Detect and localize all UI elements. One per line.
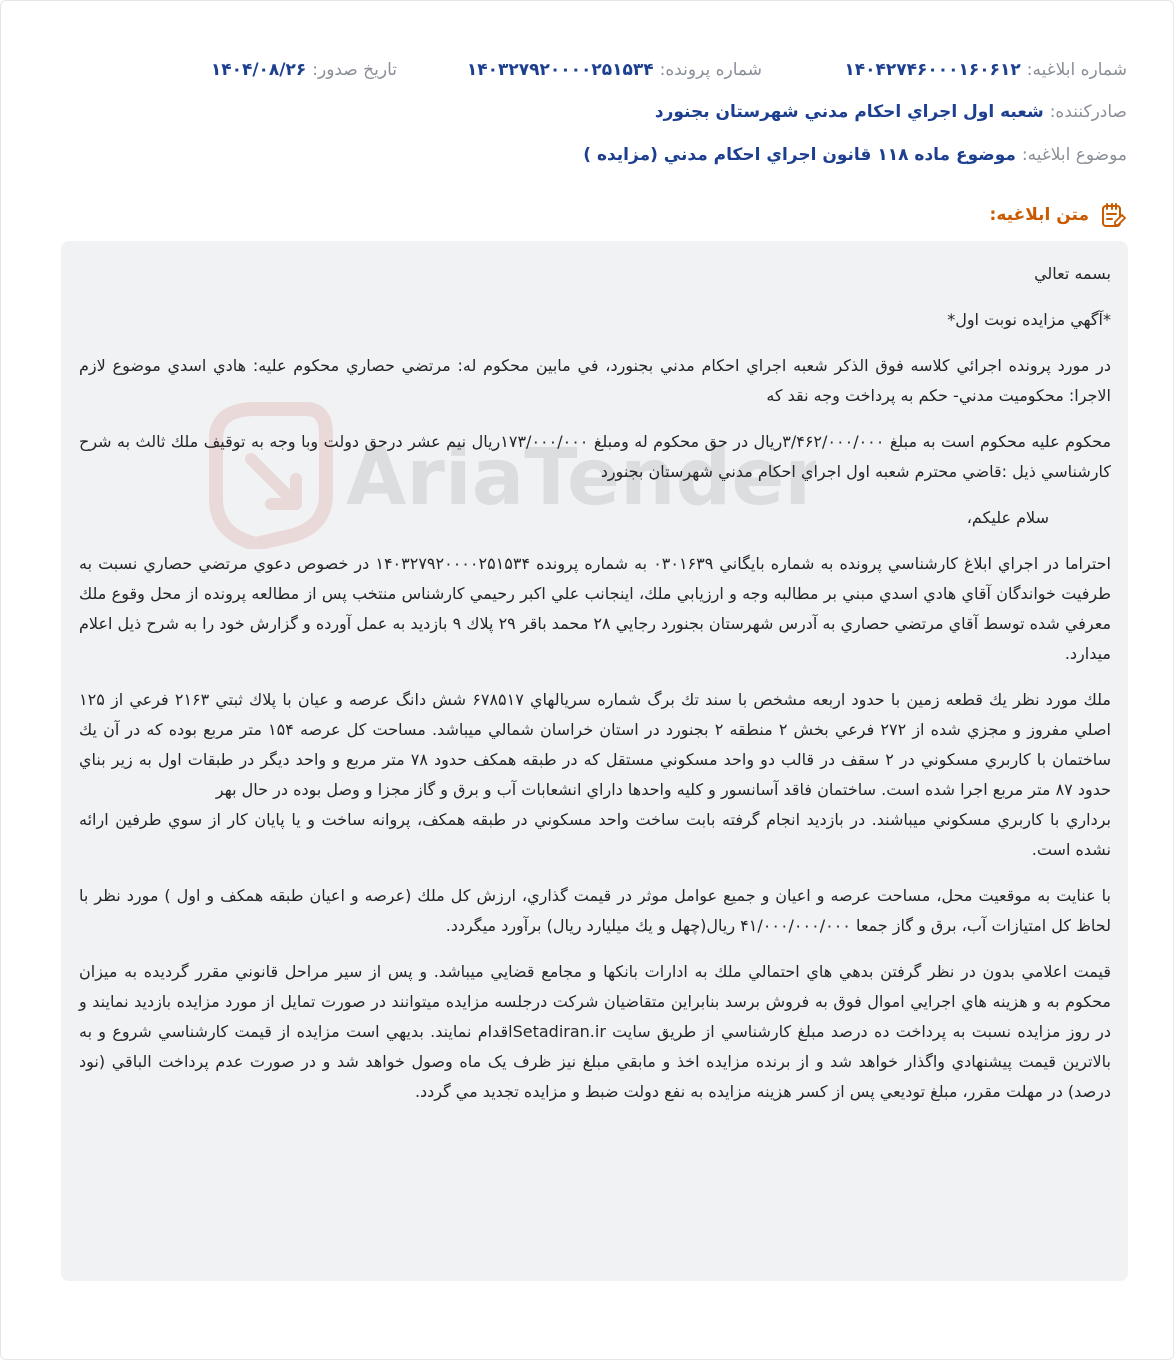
notice-number-value: ۱۴۰۴۲۷۴۶۰۰۰۱۶۰۶۱۲: [844, 60, 1021, 80]
body-paragraph: *آگهي مزايده نوبت اول*: [947, 310, 1111, 329]
notice-body: [79, 259, 1111, 1123]
case-number-value: ۱۴۰۳۲۷۹۲۰۰۰۰۲۵۱۵۳۴: [466, 60, 654, 80]
body-paragraph: ملك مورد نظر يك قطعه زمين با حدود اربعه مشخص با سند تك برگ شماره سريالهاي ۶۷۸۵۱۷ شش دانگ عرصه و عيان با پلاك ثبتي ۲۱۶۳ فرعي از ۱۲۵ اصلي مفروز و مجزي شده از ۲۷۲ فرعي بخش ۲ منطقه ۲ بجنورد در استان خراسان شمالي ميباشد. مساحت كل عرصه ۱۵۴ متر مربع بوده كه در آن يك ساختمان با كاربري مسكوني در ۲ سقف در قالب دو واحد مسكوني مستقل كه در طبقه همكف حدود ۷۸ متر مربع و واحد ديگر در طبقات اول به زير بناي حدود ۸۷ متر مربع اجرا شده است. ساختمان فاقد آسانسور و كليه واحدها داراي انشعابات آب و برق و گاز مجزا و وصل بوده در حال بهر: [79, 690, 1112, 799]
notice-text-heading: [990, 200, 1127, 230]
case-number: [467, 60, 762, 80]
issuer-label: صادرکننده:: [1049, 102, 1127, 122]
meta-row-numbers: [41, 55, 1127, 85]
document-edit-icon: [1099, 201, 1127, 229]
body-paragraph: احتراما در اجراي ابلاغ كارشناسي پرونده به شماره بايگاني ۰۳۰۱۶۳۹ به شماره پرونده ۱۴۰۳۲۷۹۲۰۰۰۰۲۵۱۵۳۴ در خصوص دعوي مرتضي حصاري نسبت به طرفيت خواندگان آقاي هادي اسدي مبني بر مطالبه وجه و ارزيابي ملك، اينجانب علي اكبر رحيمي كارشناس منتخب پس از مطالعه پرونده از محل وقوع ملك معرفي شده توسط آقاي مرتضي حصاري به آدرس شهرستان بجنورد رجايي ۲۸ محمد باقر ۲۹ پلاك ۹ بازديد به عمل آورده و گزارش خود را به شرح ذيل اعلام ميدارد.: [79, 554, 1112, 663]
subject-value: موضوع ماده ۱۱۸ قانون اجراي احكام مدني (مزايده ): [583, 145, 1016, 165]
body-paragraph: برداري با كاربري مسكوني ميباشند. در بازديد انجام گرفته بابت ساخت واحد مسكوني در طبقه همكف، پروانه ساخت و يا پايان كار از سوي طرفين ارائه نشده است.: [79, 810, 1111, 859]
issue-date: [211, 60, 397, 80]
body-paragraph: بسمه تعالي: [1034, 264, 1111, 283]
notice-number: [844, 60, 1127, 80]
notice-text-title: متن ابلاغیه:: [989, 205, 1089, 225]
case-number-label: شماره پرونده:: [659, 60, 762, 80]
body-paragraph: با عنايت به موقعيت محل، مساحت عرصه و اعيان و جميع عوامل موثر در قيمت گذاري، ارزش كل ملك (عرصه و اعيان طبقه همكف و اول ) مورد نظر با لحاظ كل امتيازات آب، برق و گاز جمعا ۴۱/۰۰۰/۰۰۰/۰۰۰ ريال(چهل و يك ميليارد ريال) برآورد ميگردد.: [79, 886, 1111, 935]
subject-label: موضوع ابلاغیه:: [1021, 145, 1127, 165]
issuer-value: شعبه اول اجراي احكام مدني شهرستان بجنورد: [654, 102, 1044, 122]
body-paragraph: در مورد پرونده اجرائي كلاسه فوق الذكر شعبه اجراي احكام مدني بجنورد، في مابين محكوم له: مرتضي حصاري محكوم عليه: هادي اسدي موضوع لازم الاجرا: محكوميت مدني- حكم به پرداخت وجه نقد كه: [79, 356, 1111, 405]
subject-row: [41, 140, 1127, 170]
body-paragraph: سلام عليكم،: [966, 508, 1049, 527]
issuer-row: [41, 97, 1127, 127]
notice-number-label: شماره ابلاغیه:: [1026, 60, 1127, 80]
issue-date-label: تاریخ صدور:: [312, 60, 397, 80]
body-paragraph: محكوم عليه محكوم است به مبلغ ۳/۴۶۲/۰۰۰/۰۰۰ريال در حق محكوم له ومبلغ ۱۷۳/۰۰۰/۰۰۰ريال نيم عشر درحق دولت وبا وجه به توقيف ملك ثالث به شرح كارشناسي ذيل :قاضي محترم شعبه اول اجراي احكام مدني شهرستان بجنورد: [79, 432, 1112, 481]
body-paragraph: قيمت اعلامي بدون در نظر گرفتن بدهي هاي احتمالي ملك به ادارات بانكها و مجامع قضايي ميباشد. و پس از سير مراحل قانوني مقرر گرديده به ميزان محكوم به و هزينه هاي اجرايي اموال فوق به فروش برسد بنابراين متقاضيان شركت درجلسه مزايده ميتوانند در صورت تمايل از مورد مزايده بازديد نمايند و در روز مزايده نسبت به پرداخت ده درصد مبلغ كارشناسي از طريق سايت Setadiran.irاقدام نمايند. بديهي است مزايده از قيمت كارشناسي شروع و به بالاترين قيمت پيشنهادي واگذار خواهد شد و از برنده مزايده اخذ و مابقي مبلغ نيز ظرف يک ماه وصول خواهد شد و در صورت عدم پرداخت الباقي (نود درصد) در مهلت مقرر، مبلغ توديعي پس از كسر هزينه مزايده به نفع دولت ضبط و مزايده تجديد مي گردد.: [79, 962, 1112, 1101]
issue-date-value: ۱۴۰۴/۰۸/۲۶: [210, 60, 307, 80]
